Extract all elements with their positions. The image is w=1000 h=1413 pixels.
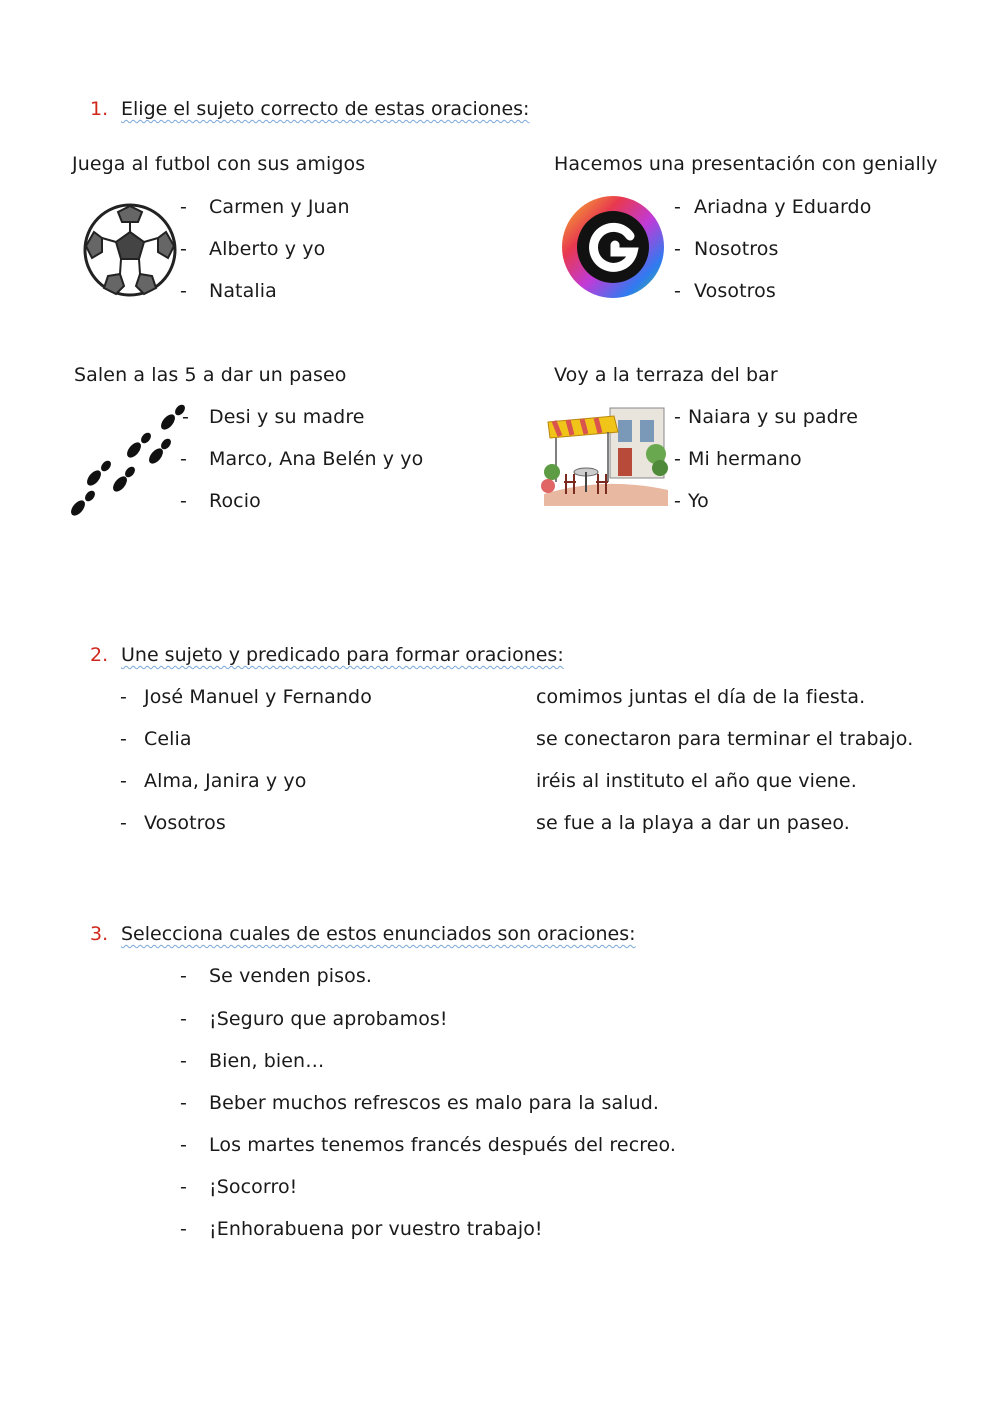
subject-1[interactable]: José Manuel y Fernando: [144, 686, 372, 708]
dash: -: [180, 448, 187, 470]
section-1-title: Elige el sujeto correcto de estas oraciones:: [121, 98, 530, 120]
predicate-4[interactable]: se fue a la playa a dar un paseo.: [536, 812, 850, 834]
option-1-3[interactable]: Natalia: [209, 280, 277, 302]
option-2-2[interactable]: Nosotros: [694, 238, 779, 260]
predicate-3[interactable]: iréis al instituto el año que viene.: [536, 770, 857, 792]
option-3-2[interactable]: Marco, Ana Belén y yo: [209, 448, 424, 470]
soccer-ball-icon: [82, 202, 178, 298]
dash: -: [180, 1008, 187, 1030]
dash: -: [180, 490, 187, 512]
dash: -: [180, 1218, 187, 1240]
dash: -: [180, 1050, 187, 1072]
dash: -: [182, 406, 189, 428]
predicate-2[interactable]: se conectaron para terminar el trabajo.: [536, 728, 914, 750]
option-1-2[interactable]: Alberto y yo: [209, 238, 326, 260]
statement-7[interactable]: ¡Enhorabuena por vuestro trabajo!: [209, 1218, 543, 1240]
dash: -: [674, 490, 681, 512]
prompt-1: Juega al futbol con sus amigos: [72, 153, 366, 175]
option-4-3[interactable]: Yo: [688, 490, 709, 512]
subject-4[interactable]: Vosotros: [144, 812, 226, 834]
subject-2[interactable]: Celia: [144, 728, 192, 750]
section-3-title: Selecciona cuales de estos enunciados son oraciones:: [121, 923, 636, 945]
cafe-terrace-icon: [544, 402, 668, 506]
statement-1[interactable]: Se venden pisos.: [209, 965, 372, 987]
dash: -: [674, 280, 681, 302]
dash: -: [180, 280, 187, 302]
dash: -: [674, 406, 681, 428]
option-4-2[interactable]: Mi hermano: [688, 448, 802, 470]
option-2-3[interactable]: Vosotros: [694, 280, 776, 302]
prompt-2: Hacemos una presentación con genially: [554, 153, 938, 175]
option-3-1[interactable]: Desi y su madre: [209, 406, 365, 428]
dash: -: [180, 1092, 187, 1114]
predicate-1[interactable]: comimos juntas el día de la fiesta.: [536, 686, 866, 708]
prompt-4: Voy a la terraza del bar: [554, 364, 778, 386]
statement-5[interactable]: Los martes tenemos francés después del recreo.: [209, 1134, 677, 1156]
dash: -: [120, 770, 127, 792]
dash: -: [180, 1176, 187, 1198]
dash: -: [180, 1134, 187, 1156]
option-2-1[interactable]: Ariadna y Eduardo: [694, 196, 872, 218]
section-2-number: 2.: [90, 644, 109, 666]
footprints-icon: [68, 400, 188, 518]
statement-3[interactable]: Bien, bien…: [209, 1050, 325, 1072]
dash: -: [120, 686, 127, 708]
option-3-3[interactable]: Rocio: [209, 490, 261, 512]
section-3-number: 3.: [90, 923, 109, 945]
prompt-3: Salen a las 5 a dar un paseo: [74, 364, 347, 386]
dash: -: [180, 965, 187, 987]
dash: -: [120, 812, 127, 834]
dash: -: [674, 448, 681, 470]
dash: -: [180, 196, 187, 218]
dash: -: [674, 196, 681, 218]
option-4-1[interactable]: Naiara y su padre: [688, 406, 859, 428]
statement-2[interactable]: ¡Seguro que aprobamos!: [209, 1008, 448, 1030]
dash: -: [674, 238, 681, 260]
subject-3[interactable]: Alma, Janira y yo: [144, 770, 307, 792]
dash: -: [120, 728, 127, 750]
genially-logo-icon: [560, 194, 666, 300]
statement-4[interactable]: Beber muchos refrescos es malo para la salud.: [209, 1092, 660, 1114]
statement-6[interactable]: ¡Socorro!: [209, 1176, 298, 1198]
dash: -: [180, 238, 187, 260]
section-1-number: 1.: [90, 98, 109, 120]
section-2-title: Une sujeto y predicado para formar oraciones:: [121, 644, 564, 666]
option-1-1[interactable]: Carmen y Juan: [209, 196, 350, 218]
